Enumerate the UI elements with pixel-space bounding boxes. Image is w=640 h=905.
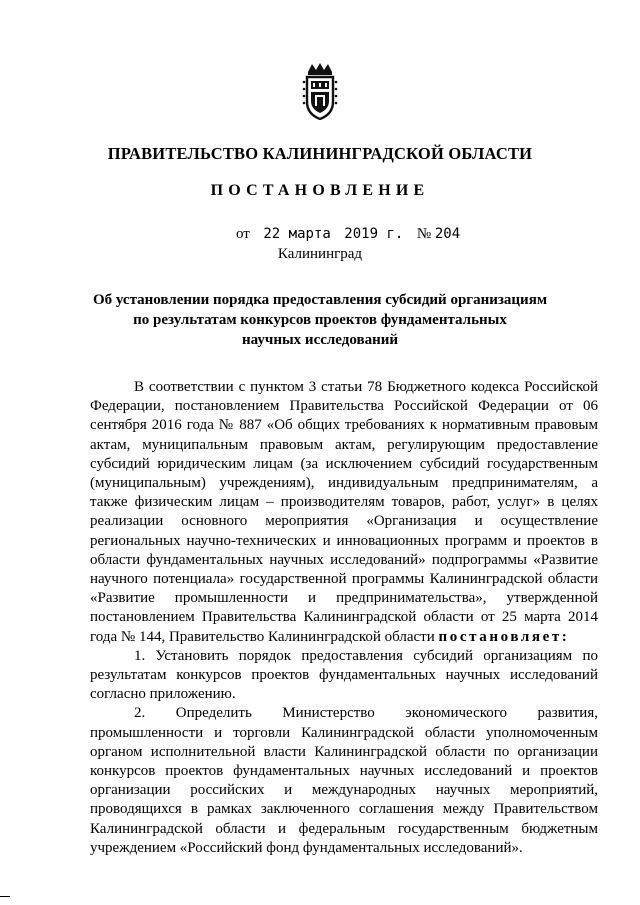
city-name: Калининград — [277, 246, 363, 262]
date-day: 22 марта — [263, 226, 331, 242]
resolves-word: постановляет: — [438, 628, 570, 645]
date-and-number-line — [236, 226, 460, 243]
page-edge-mark — [0, 896, 10, 897]
number-label: № — [416, 226, 432, 242]
subject-line: по результатам конкурсов проектов фундаментальных — [133, 312, 507, 328]
clause-2-paragraph: 2. Определить Министерство экономического развития, промышленности и торговли Калининградской области уполномоченным органом исполнительной власти Калининградской области по организации конкурсов проектов фундаментальных научных исследований и проектов организации российских и международных научных мероприятий, проводящихся в рамках заключенного соглашения между Правительством Калининградской области и федеральным государственным бюджетным учреждением «Российский фонд фундаментальных исследований». — [90, 705, 598, 856]
document-body — [90, 378, 598, 858]
government-title: ПРАВИТЕЛЬСТВО КАЛИНИНГРАДСКОЙ ОБЛАСТИ — [107, 144, 533, 163]
date-prefix: от — [236, 226, 250, 242]
document-subject — [90, 290, 550, 350]
document-number: 204 — [434, 226, 461, 242]
date-year: 2019 г. — [344, 226, 404, 242]
document-type-heading: ПОСТАНОВЛЕНИЕ — [210, 182, 430, 199]
kaliningrad-coat-of-arms-icon — [300, 62, 340, 120]
subject-line: научных исследований — [241, 332, 399, 348]
clause-1-paragraph: 1. Установить порядок предоставления субсидий организациям по результатам конкурсов проектов фундаментальных научных исследований согласно приложению. — [90, 647, 598, 703]
preamble-text: В соответствии с пунктом 3 статьи 78 Бюджетного кодекса Российской Федерации, постановлением Правительства Российской Федерации от 06 сентября 2016 года № 887 «Об общих требованиях к нормативным правовым актам, муниципальным правовым актам, регулирующим предоставление субсидий юридическим лицам (за исключением субсидий государственным (муниципальным) учреждениям), индивидуальным предпринимателям, а также физическим лицам – производителям товаров, работ, услуг» в целях реализации основного мероприятия «Организация и осуществление региональных научно-технических и инновационных программ и проектов в области фундаментальных научных исследований» подпрограммы «Развитие научного потенциала» государственной программы Калининградской области «Развитие промышленности и предпринимательства», утвержденной постановлением Правительства Калининградской области от 25 марта 2014 года № 144, Правительство Калининградской области — [90, 379, 598, 645]
preamble-paragraph — [90, 378, 598, 647]
subject-line: Об установлении порядка предоставления субсидий организациям — [92, 292, 548, 308]
